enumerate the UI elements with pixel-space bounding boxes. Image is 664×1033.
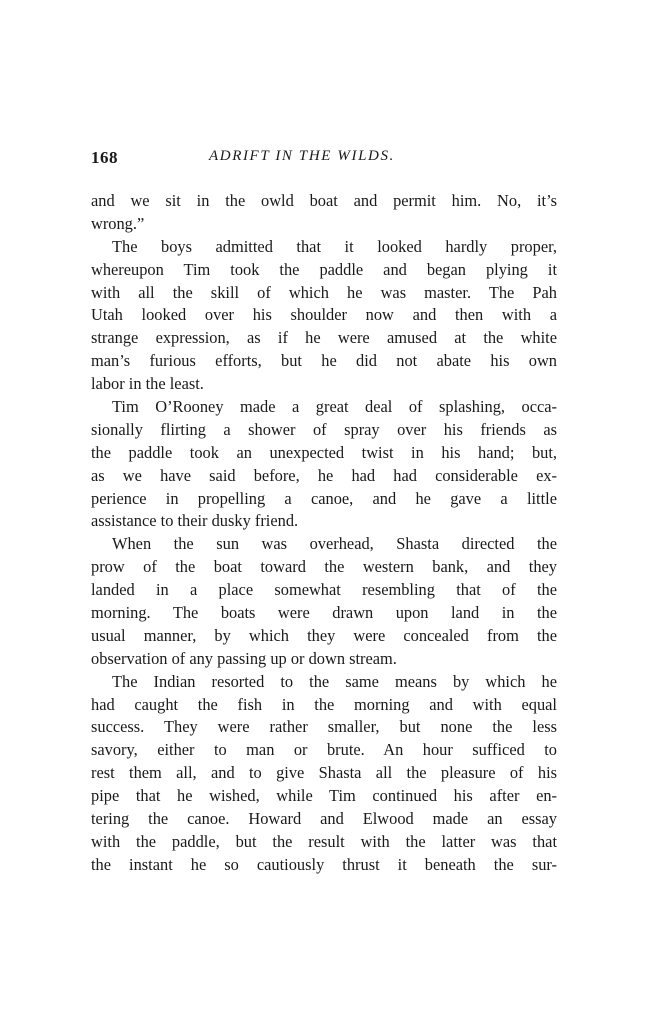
- text-line: Tim O’Rooney made a great deal of splashing, occa-: [112, 397, 557, 417]
- text-line: labor in the least.: [91, 374, 204, 394]
- text-line: had caught the fish in the morning and with equal: [91, 694, 557, 714]
- text-line: the instant he so cautiously thrust it beneath the sur-: [91, 854, 557, 874]
- running-title: ADRIFT IN THE WILDS.: [209, 148, 395, 164]
- page-number: 168: [91, 148, 118, 167]
- text-line: pipe that he wished, while Tim continued his after en-: [91, 786, 557, 806]
- text-line: Utah looked over his shoulder now and then with a: [91, 305, 557, 325]
- text-line: the paddle took an unexpected twist in his hand; but,: [91, 442, 557, 462]
- running-head: [91, 148, 557, 170]
- body-text: [91, 190, 557, 877]
- text-line: assistance to their dusky friend.: [91, 511, 299, 531]
- text-line: with all the skill of which he was master. The Pah: [91, 282, 557, 302]
- text-line: success. They were rather smaller, but none the less: [91, 717, 557, 737]
- text-line: tering the canoe. Howard and Elwood made an essay: [91, 809, 557, 829]
- text-line: The Indian resorted to the same means by which he: [112, 671, 557, 691]
- text-line: with the paddle, but the result with the latter was that: [91, 831, 557, 851]
- text-line: rest them all, and to give Shasta all the pleasure of his: [91, 763, 557, 783]
- text-line: as we have said before, he had had considerable ex-: [91, 465, 557, 485]
- text-line: observation of any passing up or down stream.: [91, 648, 397, 668]
- text-line: wrong.”: [91, 213, 145, 233]
- text-line: and we sit in the owld boat and permit him. No, it’s: [91, 191, 557, 210]
- text-line: perience in propelling a canoe, and he gave a little: [91, 488, 557, 508]
- text-line: morning. The boats were drawn upon land in the: [91, 603, 557, 623]
- text-line: sionally flirting a shower of spray over his friends as: [91, 419, 557, 439]
- text-line: strange expression, as if he were amused at the white: [91, 328, 557, 348]
- text-line: When the sun was overhead, Shasta directed the: [112, 534, 557, 554]
- text-line: whereupon Tim took the paddle and began plying it: [91, 259, 557, 279]
- text-line: man’s furious efforts, but he did not abate his own: [91, 351, 557, 371]
- text-line: prow of the boat toward the western bank, and they: [91, 557, 557, 577]
- text-line: usual manner, by which they were concealed from the: [91, 625, 557, 645]
- text-line: The boys admitted that it looked hardly proper,: [112, 236, 557, 256]
- text-line: savory, either to man or brute. An hour sufficed to: [91, 740, 557, 760]
- text-line: landed in a place somewhat resembling that of the: [91, 580, 557, 600]
